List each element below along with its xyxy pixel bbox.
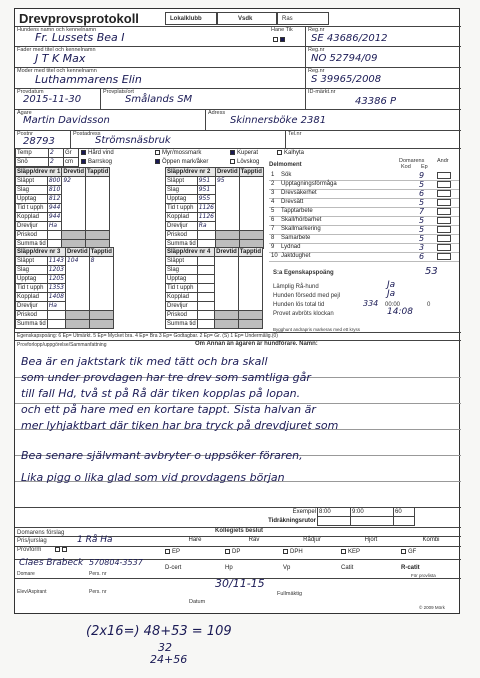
slapp-4-row-label: Kopplad bbox=[166, 293, 198, 302]
delmoment-name: Skallmarkering bbox=[281, 226, 321, 232]
reg-number: SE 43686/2012 bbox=[311, 33, 388, 44]
loss-label: Hunden lös total tid bbox=[273, 302, 325, 308]
delmoment-ep: 6 bbox=[419, 189, 425, 198]
father-reg-label: Reg.nr bbox=[308, 47, 325, 53]
option-myr: Myr/mossmark bbox=[162, 150, 202, 156]
slapp-4-row-label: Tid t upph bbox=[166, 284, 198, 293]
delmoment-nr: 1 bbox=[271, 172, 275, 178]
slapp-2-drevtid: 95 bbox=[215, 177, 239, 231]
slapp-2-row-label: Tid t upph bbox=[166, 204, 198, 213]
flag-ep: EP bbox=[172, 549, 181, 556]
slapp-1-drevdjur: Ha bbox=[47, 222, 62, 231]
sex-label: Hane Tik bbox=[271, 27, 293, 33]
slapp-4-row-label: Slag bbox=[166, 266, 198, 275]
slapp-1-tid-upph: 944 bbox=[48, 204, 61, 211]
slapp-2-row-label: Upptag bbox=[166, 195, 198, 204]
delmoment-ep: 5 bbox=[419, 198, 425, 207]
dog-name-label: Hundens namn och kennelnamn bbox=[17, 27, 97, 33]
page-title: Drevprovsprotokoll bbox=[19, 11, 139, 26]
scribble-line-1: (2x16=) 48+53 = 109 bbox=[86, 624, 232, 639]
slapp-2-upptag: 955 bbox=[197, 195, 215, 204]
copyright: © 2009 Mörk bbox=[419, 605, 445, 610]
delmoment-nr: 10 bbox=[271, 253, 278, 259]
critique-line: Bea är en jaktstark tik med tätt och bra skall bbox=[21, 355, 268, 368]
delmoment-col-domarens: Domarens bbox=[399, 158, 425, 164]
pejl-value: Ja bbox=[387, 289, 396, 299]
delmoment-col-ep: Ep bbox=[421, 164, 428, 170]
flag-gf: GF bbox=[408, 549, 417, 556]
delmoment-name: Tapptarbete bbox=[281, 208, 313, 214]
delmoment-ep: 5 bbox=[419, 180, 425, 189]
delmoment-name: Lydnad bbox=[281, 244, 301, 250]
provform-box-2[interactable] bbox=[62, 547, 67, 552]
option-kalhyta: Kalhyta bbox=[284, 150, 305, 156]
slapp-1-row-label: Tid t upph bbox=[16, 204, 48, 213]
critique-line: som under provdagen har tre drev som samtliga går bbox=[21, 371, 311, 384]
col-kombi: Kombi bbox=[422, 537, 440, 543]
delmoment-andr-box[interactable] bbox=[437, 208, 451, 215]
ras-label: Ras bbox=[282, 16, 293, 22]
mother-label: Moder med titel och kennelnamn bbox=[17, 68, 97, 74]
slapp-2-drevdjur: Ra bbox=[197, 222, 215, 231]
slapp-2-row-label: Släppt bbox=[166, 177, 198, 186]
slapp-2-row-label: Priskod bbox=[166, 231, 198, 240]
checkbox-lovskog[interactable] bbox=[230, 159, 235, 164]
slapp-2-row-label: Kopplad bbox=[166, 213, 198, 222]
slapp-3-drevdjur: Ha bbox=[47, 302, 65, 311]
delmoment-title: Delmoment bbox=[269, 162, 302, 168]
slapp-3-row-label: Priskod bbox=[16, 311, 48, 320]
slapp-1-row-label: Upptag bbox=[16, 195, 48, 204]
slapp-4-col-drevtid: Drevtid bbox=[216, 249, 237, 255]
delmoment-ep: 3 bbox=[419, 243, 425, 252]
checkbox-kalhyta[interactable] bbox=[277, 150, 282, 155]
cert-flags bbox=[165, 565, 461, 571]
slapp-3-kopplad: 1408 bbox=[48, 293, 64, 300]
domarens-label: Domarens förslag bbox=[17, 530, 65, 536]
exempel-t3: 60 bbox=[394, 508, 415, 517]
checkbox-kuperat[interactable] bbox=[230, 150, 235, 155]
option-lovskog: Lövskog bbox=[237, 159, 260, 165]
domare-name: Claes Brabeck bbox=[19, 558, 84, 568]
delmoment-nr: 5 bbox=[271, 208, 275, 214]
slapp-2-kopplad: 1126 bbox=[198, 213, 214, 220]
loss-value: 334 bbox=[363, 299, 379, 308]
option-barrskog: Barrskog bbox=[88, 159, 113, 165]
trial-place: Smålands SM bbox=[125, 94, 193, 105]
slapp-table-3 bbox=[15, 247, 114, 329]
slapp-1-row-label: Släppt bbox=[16, 177, 48, 186]
critique-line: till fall Hd, två st på Rå där tiken kopplas på lopan. bbox=[21, 387, 301, 400]
slapp-2-slappt: 951 bbox=[197, 177, 215, 186]
checkbox-myr[interactable] bbox=[155, 150, 160, 155]
terrain-options-2 bbox=[155, 149, 208, 167]
mother-name: Luthammarens Elin bbox=[35, 73, 142, 86]
datum-label: Datum bbox=[189, 599, 206, 605]
delmoment-nr: 4 bbox=[271, 199, 275, 205]
avbrot-label: Provet avbröts klockan bbox=[273, 311, 334, 317]
delmoment-andr-box[interactable] bbox=[437, 253, 451, 260]
slapp-2-col-tapptid: Tapptid bbox=[240, 169, 262, 175]
slapp-3-slappt: 1143 bbox=[48, 257, 64, 264]
scribble-line-3: 24+56 bbox=[150, 653, 188, 666]
lamplig-value: Ja bbox=[387, 280, 396, 290]
slapp-3-row-label: Drevljur bbox=[16, 302, 48, 311]
domare-persnr: 570804-3537 bbox=[89, 558, 143, 567]
sum-label: S:a Egenskapspoäng bbox=[273, 270, 334, 276]
slapp-2-slag: 951 bbox=[197, 186, 215, 195]
slapp-3-drevtid: 104 bbox=[65, 257, 89, 311]
persnr-label: Pers. nr bbox=[89, 571, 107, 577]
delmoment-name: Upptagningsförmåga bbox=[281, 181, 337, 187]
delmoment-nr: 7 bbox=[271, 226, 275, 232]
slapp-1-upptag: 812 bbox=[48, 195, 61, 202]
delmoment-name: Samarbete bbox=[281, 235, 311, 241]
address-label: Adress bbox=[208, 110, 226, 116]
flag-dph-box[interactable] bbox=[283, 549, 288, 554]
sno-label: Snö bbox=[16, 158, 49, 167]
slapp-4-row-label: Priskod bbox=[166, 311, 198, 320]
flag-kep-box[interactable] bbox=[341, 549, 346, 554]
tel-label: Tel.nr bbox=[288, 131, 302, 137]
slapp-1-col-drevtid: Drevtid bbox=[63, 169, 85, 175]
slapp-table-1 bbox=[15, 167, 110, 249]
checkbox-hard-wind[interactable] bbox=[81, 150, 86, 155]
critique-label: Provforlopp/uppgörelse/Sammanfattning bbox=[17, 342, 107, 348]
delmoment-ep: 6 bbox=[419, 252, 425, 261]
delmoment-ep: 5 bbox=[419, 225, 425, 234]
slapp-2-row-label: Drevljur bbox=[166, 222, 198, 231]
slapp-table-2 bbox=[165, 167, 264, 249]
vsdk-label: Vsdk bbox=[238, 16, 253, 22]
trial-date: 2015-11-30 bbox=[23, 94, 82, 105]
scale-note: Egenskapspoäng: 6 Ep= Utmärkt. 5 Ep= Mycket bra. 4 Ep= Bra 3 Ep= Godtagbar. 2 Ep= Gr. (S) 1 Ep= Undermålig.(0) bbox=[17, 333, 278, 339]
conditions-table bbox=[15, 148, 79, 167]
pris-value: 1 Rå Ha bbox=[77, 535, 113, 545]
flag-dcert: D-cert bbox=[165, 565, 182, 571]
slapp-1-kopplad: 944 bbox=[48, 213, 61, 220]
terrain-options bbox=[81, 149, 114, 167]
exempel-t2: 9:00 bbox=[351, 508, 394, 517]
terrain-options-4 bbox=[277, 149, 304, 158]
delmoment-name: Sök bbox=[281, 172, 292, 178]
provform-box-1[interactable] bbox=[55, 547, 60, 552]
delmoment-nr: 8 bbox=[271, 235, 275, 241]
mother-reg-label: Reg.nr bbox=[308, 68, 325, 74]
temp-unit: Gr bbox=[64, 149, 79, 158]
datum-value: 30/11-15 bbox=[215, 577, 265, 590]
delmoment-name: Drevsäkerhet bbox=[281, 190, 317, 196]
slapp-2-row-label: Summa tid bbox=[167, 241, 196, 247]
slapp-1-row-label: Drevljur bbox=[16, 222, 48, 231]
delmoment-andr-box[interactable] bbox=[437, 235, 451, 242]
delmoment-ep: 7 bbox=[419, 207, 425, 216]
option-oppen-mark: Öppen mark/åker bbox=[162, 159, 209, 165]
checkbox-oppen-mark[interactable] bbox=[155, 159, 160, 164]
delmoment-ep: 5 bbox=[419, 216, 425, 225]
flag-vp: Vp bbox=[283, 565, 291, 571]
col-hare: Hare bbox=[188, 537, 202, 543]
slapp-4-row-label: Upptag bbox=[166, 275, 198, 284]
delmoment-nr: 9 bbox=[271, 244, 275, 250]
slapp-3-tid-upph: 1353 bbox=[48, 284, 64, 291]
delmoment-andr-box[interactable] bbox=[437, 172, 451, 179]
slapp-3-row-label: Summa tid bbox=[17, 321, 46, 327]
flag-kep: KEP bbox=[348, 549, 361, 556]
slapp-1-drevtid: 92 bbox=[62, 177, 86, 231]
slapp-2-title: Släpp/drev nr 2 bbox=[166, 168, 216, 177]
slapp-3-tapptid: 8 bbox=[89, 257, 113, 311]
delmoment-name: Jaktdughet bbox=[281, 253, 311, 259]
slapp-3-row-label: Kopplad bbox=[16, 293, 48, 302]
elev-label: Elev/Aspirant bbox=[17, 589, 47, 595]
slapp-2-tid-upph: 1126 bbox=[198, 204, 214, 211]
delmoment-name: Skall/hörbarhet bbox=[281, 217, 322, 223]
postort: Strömsnäsbruk bbox=[95, 135, 171, 146]
slapp-3-row-label: Slag bbox=[16, 266, 48, 275]
father-reg: NO 52794/09 bbox=[311, 53, 378, 64]
persnr2-label: Pers. nr bbox=[89, 589, 107, 595]
game-columns bbox=[165, 537, 461, 543]
delmoment-col-kod: Kod bbox=[401, 164, 411, 170]
scribble-line-2: 32 bbox=[158, 641, 172, 654]
pris-label: Pris/jurslag bbox=[17, 538, 47, 544]
slapp-table-4 bbox=[165, 247, 263, 329]
delmoment-nr: 2 bbox=[271, 181, 275, 187]
temp-label: Temp bbox=[16, 149, 49, 158]
owner-label: Ägare bbox=[17, 110, 32, 116]
slapp-1-slag: 810 bbox=[48, 186, 61, 193]
slapp-1-row-label: Summa tid bbox=[17, 241, 46, 247]
extra-note: Bygghunt andrapris markeras med ett kryss bbox=[273, 327, 361, 332]
flag-rcatit: R-catit bbox=[401, 565, 420, 571]
delmoment-andr-box[interactable] bbox=[437, 190, 451, 197]
critique-area bbox=[15, 349, 461, 507]
flag-hp: Hp bbox=[225, 565, 233, 571]
slapp-3-row-label: Släppt bbox=[16, 257, 48, 266]
tidrakning-label: Tidräkningsrutor bbox=[268, 518, 316, 524]
slapp-3-title: Släpp/drev nr 3 bbox=[16, 248, 66, 257]
sex-checkbox[interactable] bbox=[273, 35, 287, 44]
col-hjort: Hjort bbox=[364, 537, 378, 543]
slapp-4-row-label: Summa tid bbox=[167, 321, 196, 327]
domare-label: Domare bbox=[17, 571, 35, 577]
father-name: J T K Max bbox=[35, 52, 86, 65]
exempel-t1: 8:00 bbox=[318, 508, 351, 517]
loss-zero: 0 bbox=[427, 302, 431, 308]
dog-name: Fr. Lussets Bea I bbox=[35, 31, 125, 44]
ep-flags bbox=[165, 549, 461, 555]
provform-label: Provform bbox=[17, 547, 42, 553]
owner-name: Martin Davidsson bbox=[23, 115, 110, 126]
sno-value: 2 bbox=[49, 158, 64, 167]
loss-time: 00:00 bbox=[385, 302, 401, 308]
critique-line: mer lyhjaktbart där tiken har bra tryck på drevdjuret som bbox=[21, 419, 339, 432]
delmoment-andr-box[interactable] bbox=[437, 244, 451, 251]
postort-label: Postadress bbox=[73, 131, 101, 137]
owner-address: Skinnersböke 2381 bbox=[230, 115, 327, 126]
col-rav: Räv bbox=[248, 537, 260, 543]
slapp-1-title: Släpp/drev nr 1 bbox=[17, 169, 61, 175]
flag-gf-box[interactable] bbox=[401, 549, 406, 554]
slapp-2-row-label: Slag bbox=[166, 186, 198, 195]
date-label: Provdatum bbox=[17, 89, 44, 95]
protocol-sheet bbox=[14, 8, 460, 614]
postnr: 28793 bbox=[23, 136, 55, 147]
time-table bbox=[263, 507, 415, 526]
id-label: ID-märkt.nr bbox=[308, 89, 336, 95]
slapp-3-slag: 1203 bbox=[48, 266, 64, 273]
slapp-1-row-label: Slag bbox=[16, 186, 48, 195]
lokalklubb-label: Lokalklubb bbox=[170, 16, 202, 22]
place-label: Provplats/ort bbox=[103, 89, 134, 95]
flag-dp-box[interactable] bbox=[225, 549, 230, 554]
delmoment-nr: 6 bbox=[271, 217, 275, 223]
col-radjur: Rådjur bbox=[303, 537, 321, 543]
handler-label: Om Annan än ägaren är hundförare. Namn: bbox=[195, 341, 318, 347]
delmoment-col-andr: Andr bbox=[437, 158, 449, 164]
delmoment-ep: 9 bbox=[419, 171, 425, 180]
flag-dph: DPH bbox=[290, 549, 303, 556]
sum-value: 53 bbox=[425, 266, 438, 277]
critique-line: Bea senare självmant avbryter o uppsöker föraren, bbox=[21, 449, 303, 462]
for-provlista: För provlista bbox=[411, 573, 436, 578]
sno-unit: cm bbox=[64, 158, 79, 167]
delmoment-andr-box[interactable] bbox=[437, 217, 451, 224]
delmoment-andr-box[interactable] bbox=[437, 199, 451, 206]
slapp-1-slappt: 800 bbox=[48, 177, 61, 184]
kollegiets-label: Kollegiets beslut bbox=[215, 528, 264, 534]
avbrot-value: 14:08 bbox=[387, 307, 413, 317]
lamplig-label: Lämplig Rå-hund bbox=[273, 284, 319, 290]
flag-catit: Catit bbox=[341, 565, 354, 571]
reg-label: Reg.nr bbox=[308, 27, 325, 33]
mother-reg: S 39965/2008 bbox=[311, 74, 382, 85]
provform-boxes bbox=[55, 547, 69, 553]
delmoment-andr-box[interactable] bbox=[437, 226, 451, 233]
slapp-3-upptag: 1205 bbox=[48, 275, 64, 282]
delmoment-row bbox=[269, 252, 459, 262]
slapp-3-row-label: Tid t upph bbox=[16, 284, 48, 293]
delmoment-name: Drevsätt bbox=[281, 199, 304, 205]
slapp-4-title: Släpp/drev nr 4 bbox=[166, 248, 215, 257]
exempel-label: Exempel bbox=[292, 509, 316, 515]
critique-line: och ett på hare med en kortare tappt. Sista halvan är bbox=[21, 403, 316, 416]
delmoment-nr: 3 bbox=[271, 190, 275, 196]
temp-value: 2 bbox=[49, 149, 64, 158]
flag-dp: DP bbox=[232, 549, 241, 556]
slapp-3-col-tapptid: Tapptid bbox=[90, 249, 112, 255]
fullmaktig-label: Fullmäktig bbox=[277, 591, 303, 597]
flag-ep-box[interactable] bbox=[165, 549, 170, 554]
slapp-1-col-tapptid: Tapptid bbox=[87, 169, 109, 175]
checkbox-barrskog[interactable] bbox=[81, 159, 86, 164]
slapp-3-row-label: Upptag bbox=[16, 275, 48, 284]
slapp-4-row-label: Släppt bbox=[166, 257, 198, 266]
father-label: Fader med titel och kennelnamn bbox=[17, 47, 96, 53]
slapp-1-row-label: Kopplad bbox=[16, 213, 48, 222]
option-kuperat: Kuperat bbox=[237, 150, 259, 156]
postnr-label: Postnr bbox=[17, 131, 33, 137]
option-hard-wind: Hård vind bbox=[88, 150, 114, 156]
slapp-3-col-drevtid: Drevtid bbox=[66, 249, 88, 255]
terrain-options-3 bbox=[230, 149, 259, 167]
slapp-4-col-tapptid: Tapptid bbox=[239, 249, 261, 255]
id-number: 43386 P bbox=[355, 96, 397, 107]
slapp-4-row-label: Drevljur bbox=[166, 302, 198, 311]
pejl-label: Hunden försedd med pejl bbox=[273, 293, 341, 299]
slapp-1-row-label: Priskod bbox=[16, 231, 48, 240]
delmoment-ep: 5 bbox=[419, 234, 425, 243]
critique-line: Lika pigg o lika glad som vid provdagens början bbox=[21, 471, 285, 484]
slapp-2-col-drevtid: Drevtid bbox=[216, 169, 238, 175]
delmoment-andr-box[interactable] bbox=[437, 181, 451, 188]
